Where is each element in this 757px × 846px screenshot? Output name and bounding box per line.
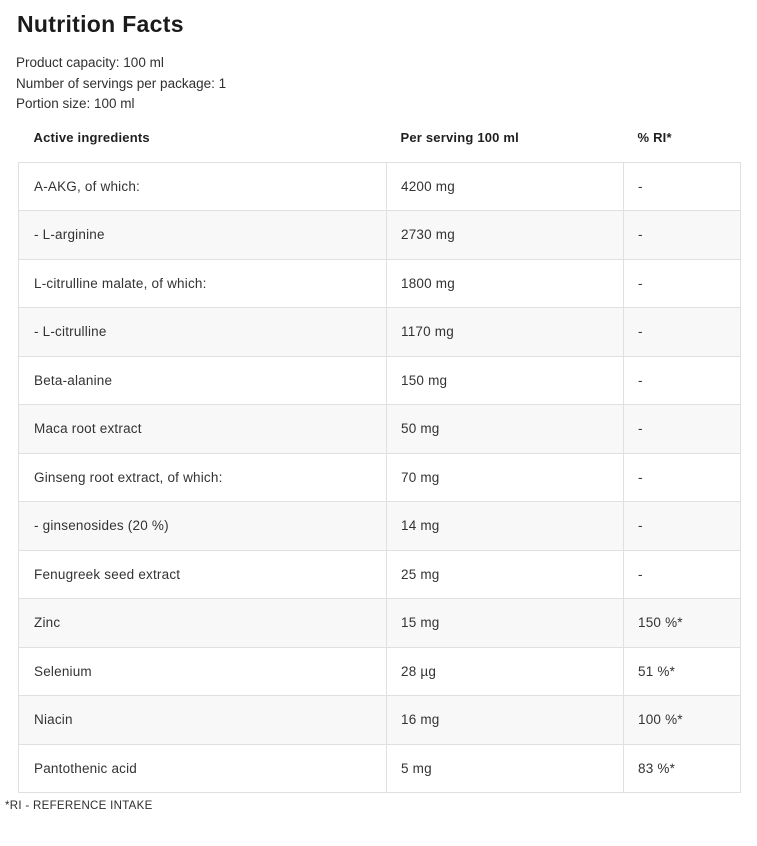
- ri-cell: 51 %*: [624, 647, 741, 696]
- per-serving-cell: 14 mg: [387, 502, 624, 551]
- nutrition-table-header: [19, 115, 741, 163]
- table-row: [19, 599, 741, 648]
- table-row: [19, 647, 741, 696]
- per-serving-cell: 5 mg: [387, 744, 624, 793]
- ingredient-cell: Zinc: [19, 599, 387, 648]
- ingredient-cell: - L-citrulline: [19, 308, 387, 357]
- ri-cell: -: [624, 550, 741, 599]
- ri-cell: 100 %*: [624, 696, 741, 745]
- table-row: [19, 696, 741, 745]
- per-serving-cell: 25 mg: [387, 550, 624, 599]
- column-header-active-ingredients: Active ingredients: [19, 115, 387, 163]
- portion-size-line: Portion size: 100 ml: [16, 96, 135, 111]
- ingredient-cell: Fenugreek seed extract: [19, 550, 387, 599]
- ingredient-cell: L-citrulline malate, of which:: [19, 259, 387, 308]
- per-serving-cell: 28 µg: [387, 647, 624, 696]
- nutrition-table: [18, 115, 741, 794]
- per-serving-cell: 1800 mg: [387, 259, 624, 308]
- table-row: [19, 308, 741, 357]
- per-serving-cell: 50 mg: [387, 405, 624, 454]
- ri-cell: -: [624, 211, 741, 260]
- ri-cell: -: [624, 162, 741, 211]
- table-row: [19, 259, 741, 308]
- ri-cell: -: [624, 453, 741, 502]
- ingredient-cell: Niacin: [19, 696, 387, 745]
- nutrition-table-body: [19, 162, 741, 793]
- product-capacity-line: Product capacity: 100 ml: [16, 55, 164, 70]
- table-row: [19, 744, 741, 793]
- ingredient-cell: Selenium: [19, 647, 387, 696]
- ri-cell: -: [624, 502, 741, 551]
- ingredient-cell: - ginsenosides (20 %): [19, 502, 387, 551]
- ingredient-cell: Beta-alanine: [19, 356, 387, 405]
- ri-cell: 83 %*: [624, 744, 741, 793]
- ingredient-cell: Maca root extract: [19, 405, 387, 454]
- per-serving-cell: 150 mg: [387, 356, 624, 405]
- product-info: [16, 53, 757, 115]
- column-header-per-serving: Per serving 100 ml: [387, 115, 624, 163]
- per-serving-cell: 15 mg: [387, 599, 624, 648]
- per-serving-cell: 70 mg: [387, 453, 624, 502]
- ri-cell: 150 %*: [624, 599, 741, 648]
- table-row: [19, 356, 741, 405]
- ingredient-cell: - L-arginine: [19, 211, 387, 260]
- reference-intake-footnote: *RI - REFERENCE INTAKE: [5, 800, 153, 812]
- per-serving-cell: 16 mg: [387, 696, 624, 745]
- table-row: [19, 405, 741, 454]
- table-row: [19, 453, 741, 502]
- ri-cell: -: [624, 356, 741, 405]
- per-serving-cell: 4200 mg: [387, 162, 624, 211]
- per-serving-cell: 2730 mg: [387, 211, 624, 260]
- column-header-ri: % RI*: [624, 115, 741, 163]
- ingredient-cell: Pantothenic acid: [19, 744, 387, 793]
- per-serving-cell: 1170 mg: [387, 308, 624, 357]
- ri-cell: -: [624, 259, 741, 308]
- ri-cell: -: [624, 308, 741, 357]
- table-row: [19, 211, 741, 260]
- ingredient-cell: Ginseng root extract, of which:: [19, 453, 387, 502]
- table-row: [19, 550, 741, 599]
- table-row: [19, 502, 741, 551]
- table-row: [19, 162, 741, 211]
- page-title: Nutrition Facts: [17, 11, 184, 37]
- ingredient-cell: A-AKG, of which:: [19, 162, 387, 211]
- servings-per-package-line: Number of servings per package: 1: [16, 75, 227, 91]
- ri-cell: -: [624, 405, 741, 454]
- nutrition-facts-section: [0, 11, 757, 812]
